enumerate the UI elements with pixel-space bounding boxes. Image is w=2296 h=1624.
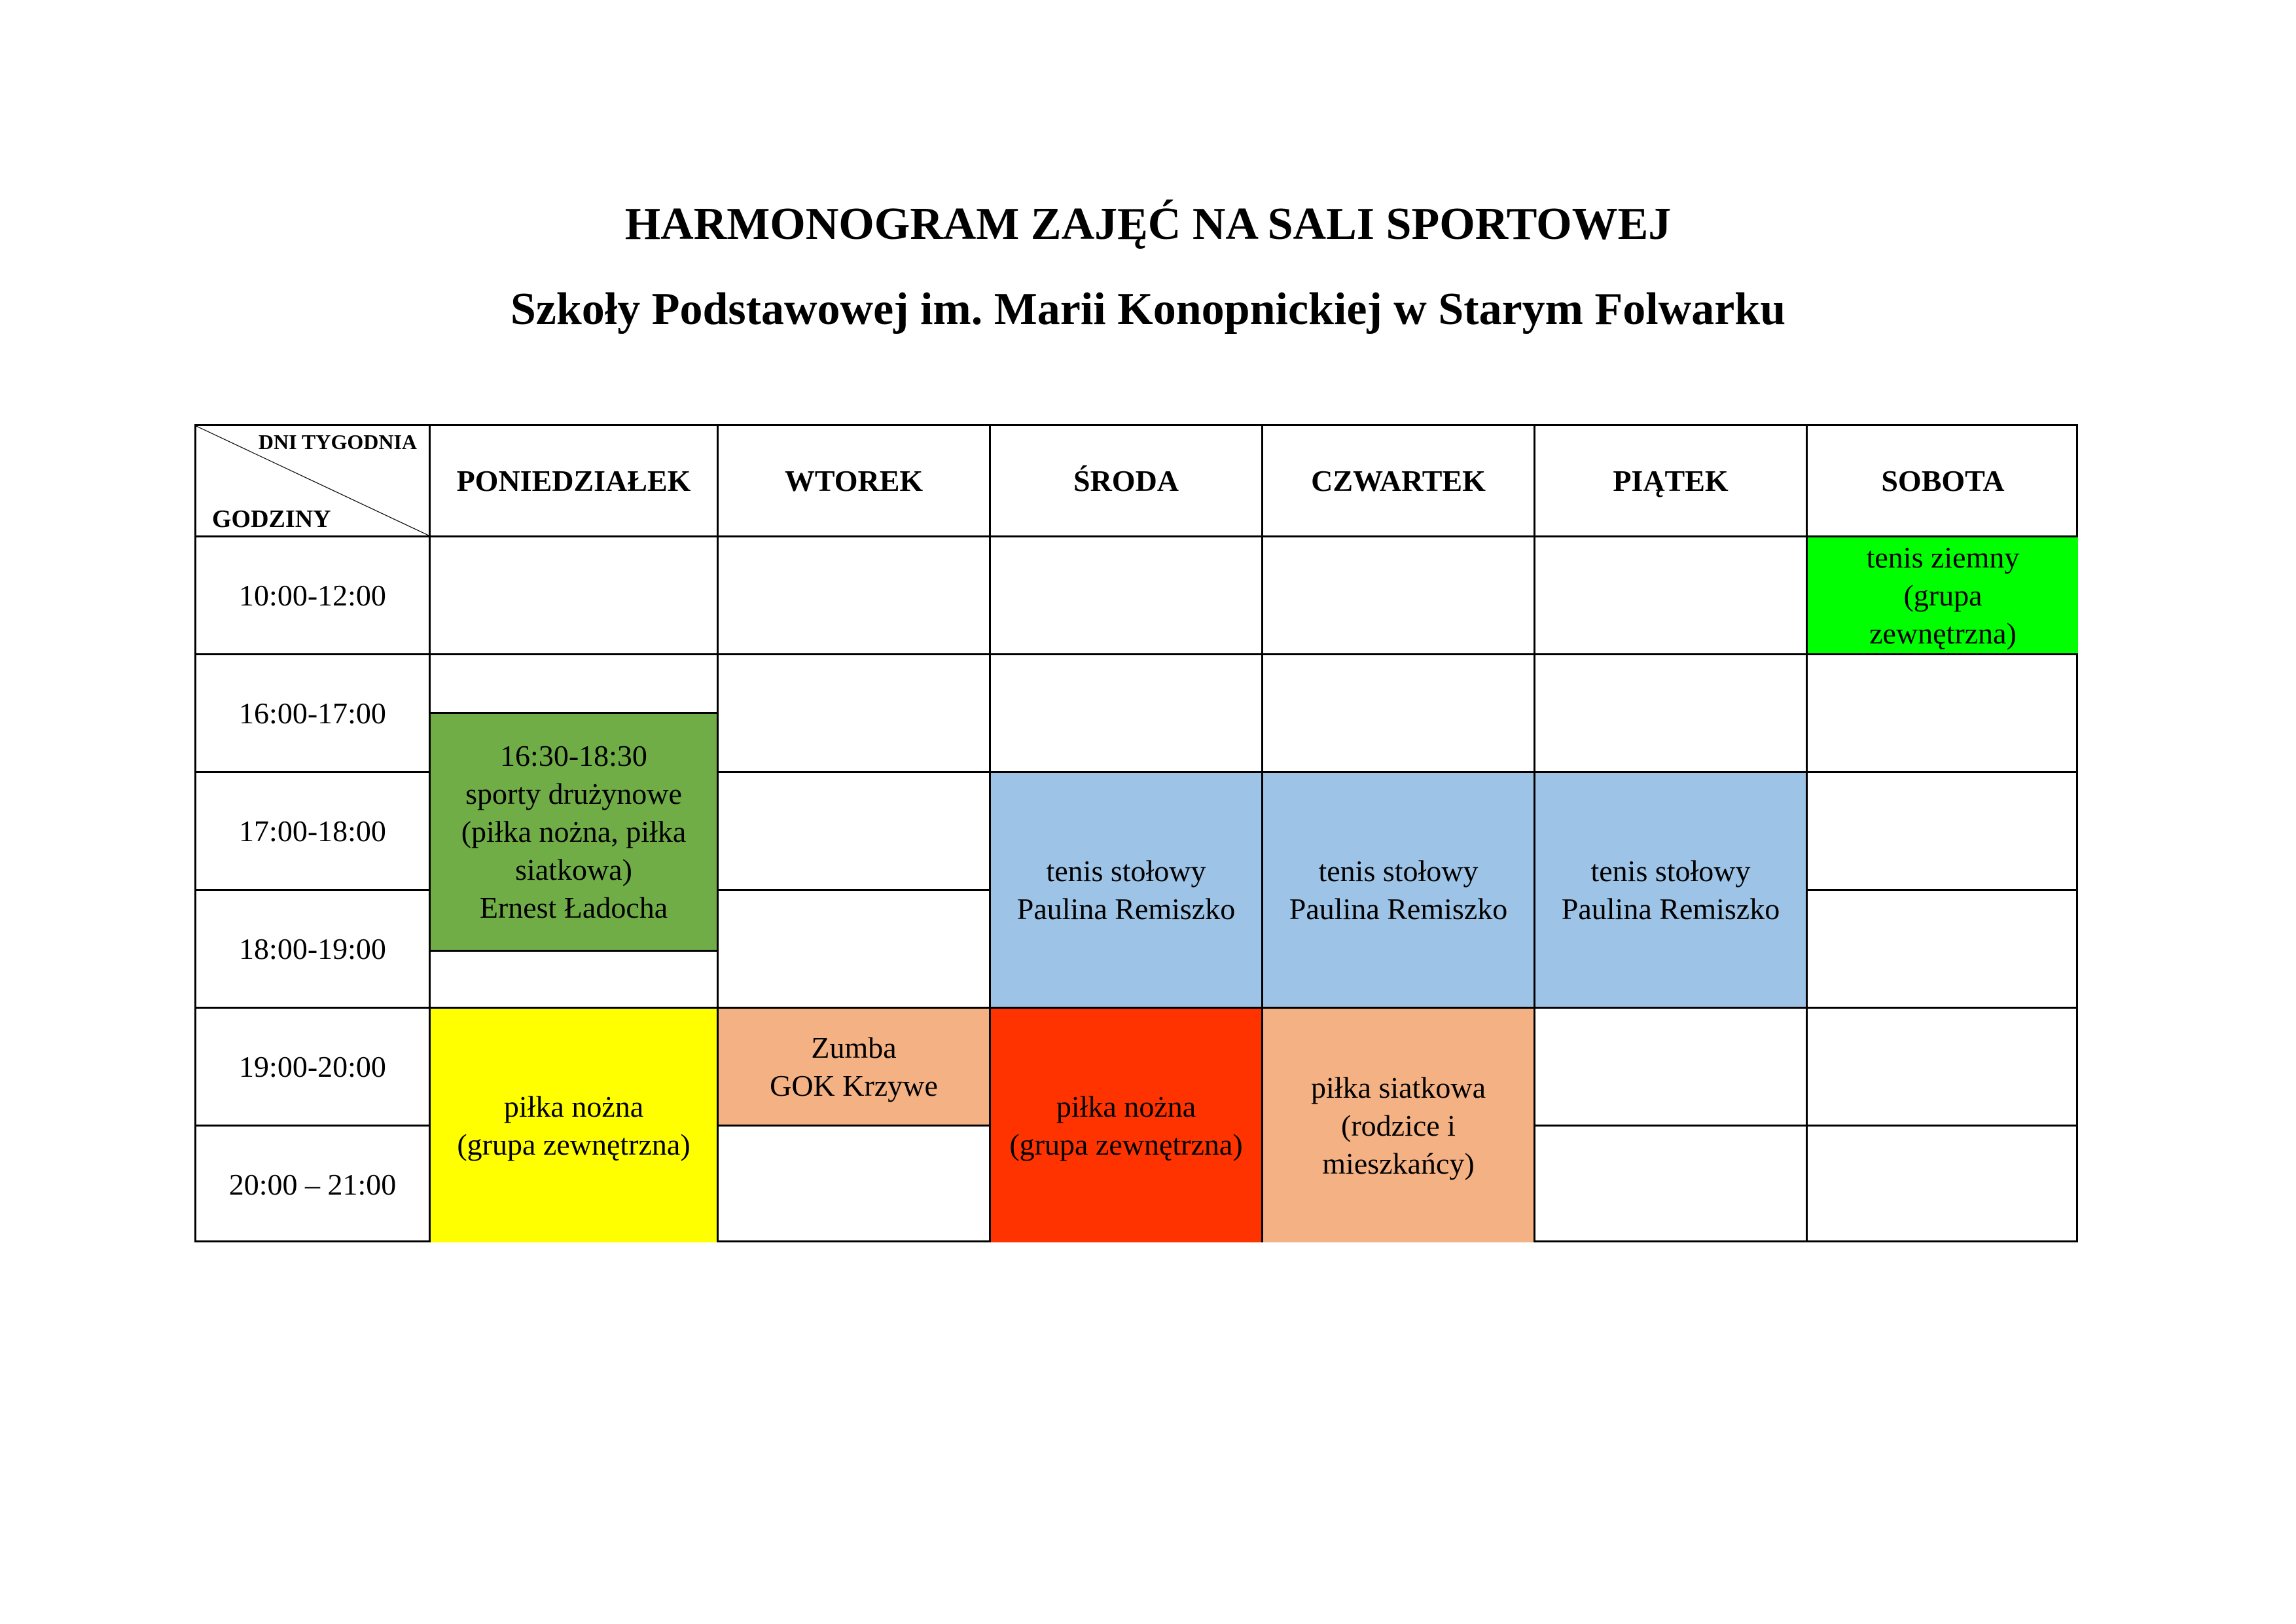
empty-cell bbox=[429, 653, 717, 712]
event-text-line: Paulina Remiszko bbox=[1289, 892, 1508, 926]
empty-cell bbox=[1806, 771, 2078, 889]
event-text-line: piłka siatkowa bbox=[1311, 1070, 1486, 1104]
event-text-line: Paulina Remiszko bbox=[1561, 892, 1780, 926]
event-text-line: tenis ziemny bbox=[1866, 540, 2020, 574]
event-text-line: siatkowa) bbox=[515, 853, 632, 886]
event-text-line: (grupa zewnętrzna) bbox=[457, 1127, 691, 1161]
time-label: 18:00-19:00 bbox=[194, 889, 429, 1007]
event-tenis-stolowy-piatek bbox=[1534, 771, 1806, 1007]
event-text-line: tenis stołowy bbox=[1590, 854, 1751, 888]
event-text-line: 16:30-18:30 bbox=[500, 739, 647, 772]
hours-label: GODZINY bbox=[212, 505, 331, 533]
time-label: 10:00-12:00 bbox=[194, 535, 429, 653]
event-zumba bbox=[717, 1007, 989, 1125]
empty-cell bbox=[1806, 1007, 2078, 1125]
empty-cell bbox=[1806, 1125, 2078, 1242]
empty-cell bbox=[1534, 535, 1806, 653]
time-label: 19:00-20:00 bbox=[194, 1007, 429, 1125]
empty-cell bbox=[1534, 653, 1806, 771]
event-tenis-stolowy-sroda bbox=[989, 771, 1261, 1007]
event-text-line: zewnętrzna) bbox=[1869, 616, 2017, 650]
day-header-piatek: PIĄTEK bbox=[1534, 424, 1806, 535]
event-text-line: Ernest Ładocha bbox=[479, 891, 668, 924]
event-tenis-ziemny bbox=[1806, 535, 2078, 653]
day-header-poniedzialek: PONIEDZIAŁEK bbox=[429, 424, 717, 535]
empty-cell bbox=[1806, 653, 2078, 771]
event-text-line: piłka nożna bbox=[1056, 1089, 1196, 1123]
event-text-line: sporty drużynowe bbox=[465, 777, 682, 810]
empty-cell bbox=[989, 653, 1261, 771]
empty-cell bbox=[429, 950, 717, 1007]
empty-cell bbox=[1806, 889, 2078, 1007]
empty-cell bbox=[717, 771, 989, 889]
event-tenis-stolowy-czwartek bbox=[1261, 771, 1534, 1007]
event-pilka-nozna-poniedzialek bbox=[429, 1007, 717, 1242]
schedule-table bbox=[194, 424, 2078, 1242]
event-text-line: tenis stołowy bbox=[1046, 854, 1206, 888]
days-label: DNI TYGODNIA bbox=[258, 430, 417, 454]
event-text-line: GOK Krzywe bbox=[770, 1068, 938, 1102]
empty-cell bbox=[1261, 535, 1534, 653]
event-text-line: (grupa bbox=[1903, 578, 1982, 612]
event-text-line: piłka nożna bbox=[503, 1089, 644, 1123]
empty-cell bbox=[717, 653, 989, 771]
empty-cell bbox=[1534, 1007, 1806, 1125]
event-text-line: (rodzice i bbox=[1341, 1108, 1456, 1142]
empty-cell bbox=[717, 889, 989, 1007]
event-text-line: tenis stołowy bbox=[1318, 854, 1479, 888]
event-sporty-druzynowe bbox=[429, 712, 717, 950]
day-header-wtorek: WTOREK bbox=[717, 424, 989, 535]
day-header-sroda: ŚRODA bbox=[989, 424, 1261, 535]
time-label: 17:00-18:00 bbox=[194, 771, 429, 889]
empty-cell bbox=[989, 535, 1261, 653]
page-title: HARMONOGRAM ZAJĘĆ NA SALI SPORTOWEJ bbox=[624, 199, 1672, 249]
event-text-line: (grupa zewnętrzna) bbox=[1009, 1127, 1243, 1161]
event-text-line: Zumba bbox=[811, 1030, 897, 1064]
time-label: 16:00-17:00 bbox=[194, 653, 429, 771]
event-pilka-nozna-sroda bbox=[989, 1007, 1261, 1242]
empty-cell bbox=[1261, 653, 1534, 771]
empty-cell bbox=[717, 535, 989, 653]
empty-cell bbox=[717, 1125, 989, 1242]
page-subtitle: Szkoły Podstawowej im. Marii Konopnickiej w Starym Folwarku bbox=[510, 284, 1786, 334]
event-text-line: (piłka nożna, piłka bbox=[461, 815, 687, 848]
day-header-sobota: SOBOTA bbox=[1806, 424, 2078, 535]
corner-header bbox=[194, 424, 429, 535]
time-label: 20:00 – 21:00 bbox=[194, 1125, 429, 1242]
event-pilka-siatkowa bbox=[1261, 1007, 1534, 1242]
event-text-line: mieszkańcy) bbox=[1322, 1146, 1475, 1180]
empty-cell bbox=[1534, 1125, 1806, 1242]
day-header-czwartek: CZWARTEK bbox=[1261, 424, 1534, 535]
empty-cell bbox=[429, 535, 717, 653]
event-text-line: Paulina Remiszko bbox=[1016, 892, 1236, 926]
